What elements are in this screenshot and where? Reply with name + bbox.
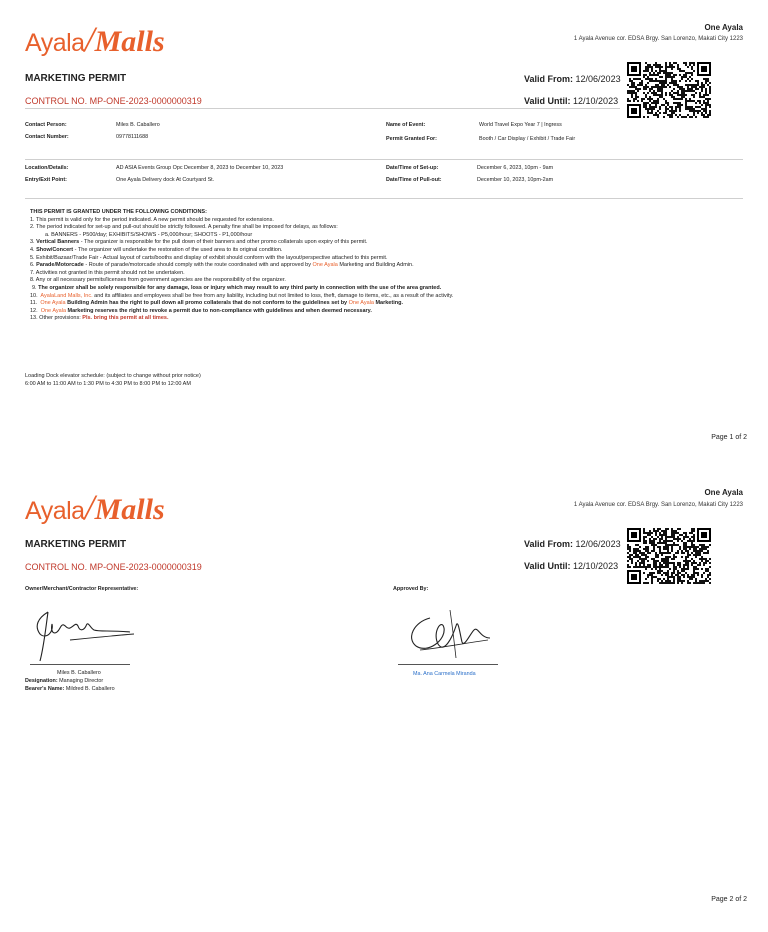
mall-name: One Ayala: [704, 23, 743, 32]
valid-from-label: Valid From:: [524, 74, 574, 84]
valid-until-value-2: 12/10/2023: [573, 561, 619, 571]
ayala-malls-logo: [25, 18, 165, 58]
details-right-1: [386, 122, 746, 143]
entry-point-label: Entry/Exit Point:: [25, 177, 67, 183]
loading-dock-schedule: [25, 373, 201, 388]
valid-until: [524, 96, 618, 106]
loading-dock-line-2: 6:00 AM to 11:00 AM to 1:30 PM to 4:30 PM to 8:00 PM to 12:00 AM: [25, 380, 191, 387]
condition-1: 1. This permit is valid only for the period indicated. A new permit should be requested for extensions.: [30, 216, 274, 223]
permit-granted-value: Booth / Car Display / Exhibit / Trade Fair: [479, 136, 576, 142]
details-left-1: [25, 122, 365, 141]
condition-2: 2. The period indicated for set-up and pull-out should be strictly followed. A penalty fine shall be imposed for delays, as follows:: [30, 224, 338, 231]
control-number: CONTROL NO. MP-ONE-2023-0000000319: [25, 96, 202, 106]
conditions-heading: THIS PERMIT IS GRANTED UNDER THE FOLLOWING CONDITIONS:: [30, 209, 207, 215]
valid-until-label-2: Valid Until:: [524, 561, 571, 571]
logo-ayala-text-2: Ayala: [25, 497, 85, 525]
valid-from: [524, 74, 621, 84]
page-title: MARKETING PERMIT: [25, 73, 127, 84]
mall-address: 1 Ayala Avenue cor. EDSA Brgy. San Lorenzo, Makati City 1223: [573, 36, 743, 42]
condition-8: 8. Any or all necessary permits/licenses from government agencies are the responsibility of the organizer.: [30, 277, 286, 284]
condition-6: 6. Parade/Motorcade - Route of parade/motorcade should comply with the route coordinated with and approved by One Ayala Marketing and Building Admin.: [30, 262, 414, 269]
valid-from-2: [524, 539, 621, 549]
approver-name: Ma. Ana Carmela Miranda: [413, 671, 476, 677]
owner-signature: [30, 606, 140, 666]
conditions-list: [30, 209, 750, 323]
logo-slash: /: [84, 19, 95, 59]
condition-12: 12. One Ayala Marketing reserves the right to revoke a permit due to non-compliance with guidelines and when deemed necessary.: [30, 307, 372, 314]
contact-number-label: Contact Number:: [25, 134, 69, 140]
owner-rep-label: Owner/Merchant/Contractor Representative:: [25, 586, 139, 592]
location-label: Location/Details:: [25, 165, 69, 171]
mall-name-2: One Ayala: [704, 488, 743, 497]
owner-signature-line: [30, 664, 130, 665]
condition-7: 7. Activities not granted in this permit should not be undertaken.: [30, 269, 185, 276]
location-value: AD ASIA Events Group Opc December 8, 2023 to December 10, 2023: [116, 165, 284, 171]
setup-label: Date/Time of Set-up:: [386, 165, 439, 171]
logo-ayala-text: Ayala: [25, 29, 85, 57]
valid-until-value: 12/10/2023: [573, 96, 619, 106]
mall-address-2: 1 Ayala Avenue cor. EDSA Brgy. San Lorenzo, Makati City 1223: [573, 502, 743, 508]
conditions-divider: [25, 198, 743, 199]
condition-4: 4. Show/Concert - The organizer will undertake the restoration of the used area to its original condition.: [30, 246, 283, 253]
permit-granted-label: Permit Granted For:: [386, 136, 437, 142]
details-left-2: [25, 165, 385, 184]
control-number-2: CONTROL NO. MP-ONE-2023-0000000319: [25, 562, 202, 572]
details-divider: [25, 159, 743, 160]
entry-point-value: One Ayala Delivery dock At Courtyard St.: [116, 177, 215, 183]
setup-value: December 6, 2023, 10pm - 9am: [477, 165, 554, 171]
page-title-2: MARKETING PERMIT: [25, 539, 127, 550]
ayala-malls-logo-2: [25, 486, 165, 526]
approved-by-label: Approved By:: [393, 586, 429, 592]
qr-code-2: [627, 528, 711, 584]
valid-until-label: Valid Until:: [524, 96, 571, 106]
valid-from-label-2: Valid From:: [524, 539, 574, 549]
approver-signature-line: [398, 664, 498, 665]
contact-person-label: Contact Person:: [25, 122, 67, 128]
pullout-value: December 10, 2023, 10pm-2am: [477, 177, 554, 183]
designation-label: Designation:: [25, 678, 58, 684]
valid-from-value: 12/06/2023: [575, 74, 621, 84]
condition-10: 10. AyalaLand Malls, Inc. and its affiliates and employees shall be free from any liability, including but not limited to loss, theft, damage to items, etc., as a result of the activity.: [30, 292, 454, 299]
header-divider: [25, 108, 620, 109]
valid-until-2: [524, 561, 618, 571]
bearer-name: [25, 686, 115, 693]
qr-code: [627, 62, 711, 118]
event-name-value: World Travel Expo Year 7 | Ingress: [479, 122, 562, 128]
page-number-2: Page 2 of 2: [711, 896, 747, 903]
bearer-value: Mildred B. Caballero: [65, 686, 115, 692]
details-right-2: [386, 165, 746, 184]
contact-number-value: 09778111688: [116, 134, 149, 140]
condition-2a: a. BANNERS - P500/day; EXHIBITS/SHOWS - P5,000/hour; SHOOTS - P1,000/hour: [45, 231, 253, 238]
condition-3: 3. Vertical Banners - The organizer is responsible for the pull down of their banners and other promo collaterals upon expiry of this permit.: [30, 239, 368, 246]
pullout-label: Date/Time of Pull-out:: [386, 177, 442, 183]
logo-malls-text-2: Malls: [94, 493, 165, 526]
designation-value: Managing Director: [59, 678, 104, 684]
condition-11: 11. One Ayala Building Admin has the right to pull down all promo collaterals that do not conform to the guidelines set by One Ayala Marketing.: [30, 300, 403, 307]
bearer-label: Bearer's Name:: [25, 686, 65, 692]
condition-9: 9. The organizer shall be solely responsible for any damage, loss or injury which may result to any third party in connection with the use of the area granted.: [32, 284, 442, 291]
logo-malls-text: Malls: [94, 25, 165, 58]
condition-13: 13. Other provisions: Pls. bring this permit at all times.: [30, 315, 169, 322]
signer-name: Miles B. Caballero: [57, 670, 101, 676]
approver-signature: [400, 604, 500, 664]
logo-slash-2: /: [84, 487, 95, 527]
valid-from-value-2: 12/06/2023: [575, 539, 621, 549]
signer-designation: [25, 678, 103, 685]
loading-dock-line-1: Loading Dock elevator schedule: (subject to change without prior notice): [25, 373, 201, 379]
contact-person-value: Miles B. Caballero: [116, 122, 160, 128]
permit-page-2: [0, 466, 768, 932]
page-number-1: Page 1 of 2: [711, 434, 747, 441]
event-name-label: Name of Event:: [386, 122, 426, 128]
condition-5: 5. Exhibit/Bazaar/Trade Fair - Actual layout of carts/booths and display of exhibit should conform with the layout/perspective attached to this permit.: [30, 254, 388, 261]
